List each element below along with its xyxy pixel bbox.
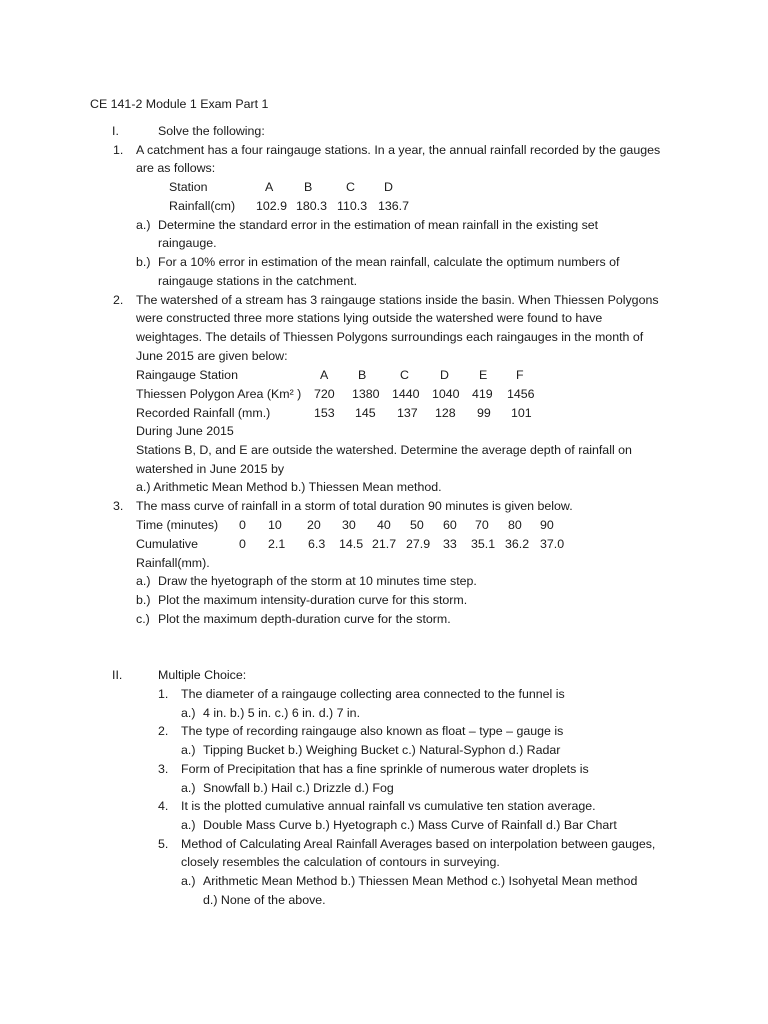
section-numeral-1: I. bbox=[112, 124, 119, 138]
q1-station-cell: C bbox=[346, 180, 355, 194]
q3-time-cell: 70 bbox=[475, 518, 489, 532]
q2-number: 2. bbox=[113, 293, 124, 307]
mc-choice-label: a.) bbox=[181, 743, 196, 757]
q3-time-label: Time (minutes) bbox=[136, 518, 219, 532]
q1-station-cell: A bbox=[265, 180, 274, 194]
q3-sub-text: Plot the maximum intensity-duration curve for this storm. bbox=[158, 593, 468, 607]
q2-area-cell: 1040 bbox=[432, 387, 460, 401]
q3-sub-text: Plot the maximum depth-duration curve for the storm. bbox=[158, 612, 451, 626]
q1-text-line: are as follows: bbox=[136, 161, 216, 175]
q1-text-line: A catchment has a four raingauge stations. In a year, the annual rainfall recorded by the gauges bbox=[136, 143, 661, 157]
q2-station-label: Raingauge Station bbox=[136, 368, 238, 382]
page-title: CE 141-2 Module 1 Exam Part 1 bbox=[90, 97, 269, 111]
q1-station-label: Station bbox=[169, 180, 208, 194]
q3-text-line: The mass curve of rainfall in a storm of total duration 90 minutes is given below. bbox=[136, 499, 573, 513]
q3-cum-cell: 36.2 bbox=[505, 537, 530, 551]
mc-choices: Double Mass Curve b.) Hyetograph c.) Mass Curve of Rainfall d.) Bar Chart bbox=[203, 818, 617, 832]
q2-station-cell: E bbox=[479, 368, 488, 382]
q2-text-line: June 2015 are given below: bbox=[136, 349, 288, 363]
q2-area-cell: 419 bbox=[472, 387, 493, 401]
q3-cum-cell: 0 bbox=[239, 537, 246, 551]
q3-time-cell: 10 bbox=[268, 518, 282, 532]
q2-rain-label-cont: During June 2015 bbox=[136, 424, 234, 438]
mc-choices-cont: d.) None of the above. bbox=[203, 893, 326, 907]
q3-time-cell: 20 bbox=[307, 518, 321, 532]
q2-area-label: Thiessen Polygon Area (Km² ) bbox=[136, 387, 302, 401]
q2-rain-cell: 101 bbox=[511, 406, 532, 420]
q2-rain-cell: 153 bbox=[314, 406, 335, 420]
mc-choice-label: a.) bbox=[181, 874, 196, 888]
q3-cum-cell: 21.7 bbox=[372, 537, 397, 551]
q3-cum-cell: 14.5 bbox=[339, 537, 364, 551]
mc-question: The diameter of a raingauge collecting area connected to the funnel is bbox=[181, 687, 565, 701]
mc-question: Method of Calculating Areal Rainfall Averages based on interpolation between gauges, bbox=[181, 837, 656, 851]
q2-station-cell: C bbox=[400, 368, 409, 382]
q3-cum-cell: 6.3 bbox=[308, 537, 326, 551]
mc-number: 4. bbox=[158, 799, 169, 813]
q3-cum-cell: 2.1 bbox=[268, 537, 286, 551]
q2-text-line: The watershed of a stream has 3 raingauge stations inside the basin. When Thiessen Polygons bbox=[136, 293, 659, 307]
q1-sub-text: Determine the standard error in the estimation of mean rainfall in the existing set bbox=[158, 218, 599, 232]
mc-number: 2. bbox=[158, 724, 169, 738]
mc-question: The type of recording raingauge also known as float – type – gauge is bbox=[181, 724, 564, 738]
q2-note-line: watershed in June 2015 by bbox=[136, 462, 285, 476]
q1-rainfall-label: Rainfall(cm) bbox=[169, 199, 236, 213]
q1-station-cell: B bbox=[304, 180, 313, 194]
q2-area-cell: 1440 bbox=[392, 387, 420, 401]
q1-sub-text: raingauge. bbox=[158, 236, 217, 250]
mc-number: 3. bbox=[158, 762, 169, 776]
q3-time-cell: 0 bbox=[239, 518, 246, 532]
q3-sub-label: a.) bbox=[136, 574, 151, 588]
q3-cum-cell: 37.0 bbox=[540, 537, 565, 551]
q1-rainfall-cell: 136.7 bbox=[378, 199, 410, 213]
q3-cum-label-cont: Rainfall(mm). bbox=[136, 556, 210, 570]
q1-number: 1. bbox=[113, 143, 124, 157]
q3-cum-label: Cumulative bbox=[136, 537, 198, 551]
mc-choice-label: a.) bbox=[181, 781, 196, 795]
mc-choices: Snowfall b.) Hail c.) Drizzle d.) Fog bbox=[203, 781, 394, 795]
q3-sub-text: Draw the hyetograph of the storm at 10 minutes time step. bbox=[158, 574, 477, 588]
q1-sub-label: a.) bbox=[136, 218, 151, 232]
mc-choice-label: a.) bbox=[181, 818, 196, 832]
mc-question: Form of Precipitation that has a fine sprinkle of numerous water droplets is bbox=[181, 762, 589, 776]
q1-sub-text: For a 10% error in estimation of the mean rainfall, calculate the optimum numbers of bbox=[158, 255, 620, 269]
q2-rain-cell: 137 bbox=[397, 406, 418, 420]
q3-cum-cell: 33 bbox=[443, 537, 457, 551]
mc-choice-label: a.) bbox=[181, 706, 196, 720]
q3-sub-label: b.) bbox=[136, 593, 151, 607]
q1-rainfall-cell: 110.3 bbox=[337, 199, 368, 213]
section-heading-1: Solve the following: bbox=[158, 124, 265, 138]
q1-rainfall-cell: 180.3 bbox=[296, 199, 328, 213]
q1-rainfall-cell: 102.9 bbox=[256, 199, 288, 213]
q1-station-cell: D bbox=[384, 180, 393, 194]
q2-rain-cell: 99 bbox=[477, 406, 491, 420]
q2-station-cell: F bbox=[516, 368, 524, 382]
q2-station-cell: B bbox=[358, 368, 367, 382]
mc-choices: 4 in. b.) 5 in. c.) 6 in. d.) 7 in. bbox=[203, 706, 361, 720]
q2-text-line: weightages. The details of Thiessen Polygons surroundings each raingauges in the month of bbox=[136, 330, 644, 344]
q3-time-cell: 40 bbox=[377, 518, 391, 532]
q3-time-cell: 50 bbox=[410, 518, 424, 532]
q1-sub-label: b.) bbox=[136, 255, 151, 269]
q2-rain-cell: 128 bbox=[435, 406, 456, 420]
mc-question: It is the plotted cumulative annual rainfall vs cumulative ten station average. bbox=[181, 799, 596, 813]
mc-choices: Arithmetic Mean Method b.) Thiessen Mean Method c.) Isohyetal Mean method bbox=[203, 874, 638, 888]
mc-choices: Tipping Bucket b.) Weighing Bucket c.) Natural-Syphon d.) Radar bbox=[203, 743, 561, 757]
q3-time-cell: 90 bbox=[540, 518, 554, 532]
q1-sub-text: raingauge stations in the catchment. bbox=[158, 274, 358, 288]
q2-methods: a.) Arithmetic Mean Method b.) Thiessen Mean method. bbox=[136, 480, 442, 494]
q2-area-cell: 1456 bbox=[507, 387, 535, 401]
q2-area-cell: 720 bbox=[314, 387, 335, 401]
q2-note-line: Stations B, D, and E are outside the watershed. Determine the average depth of rainfall on bbox=[136, 443, 632, 457]
q3-cum-cell: 27.9 bbox=[406, 537, 431, 551]
q3-time-cell: 80 bbox=[508, 518, 522, 532]
q3-time-cell: 30 bbox=[342, 518, 356, 532]
section-heading-2: Multiple Choice: bbox=[158, 668, 247, 682]
mc-number: 1. bbox=[158, 687, 169, 701]
q3-number: 3. bbox=[113, 499, 124, 513]
section-numeral-2: II. bbox=[112, 668, 123, 682]
q3-time-cell: 60 bbox=[443, 518, 457, 532]
q3-sub-label: c.) bbox=[136, 612, 150, 626]
q2-text-line: were constructed three more stations lying outside the watershed were found to have bbox=[136, 311, 603, 325]
mc-question-cont: closely resembles the calculation of contours in surveying. bbox=[181, 855, 500, 869]
q2-station-cell: A bbox=[320, 368, 329, 382]
q2-rain-cell: 145 bbox=[355, 406, 376, 420]
mc-number: 5. bbox=[158, 837, 169, 851]
q2-station-cell: D bbox=[440, 368, 449, 382]
q2-area-cell: 1380 bbox=[352, 387, 380, 401]
q3-cum-cell: 35.1 bbox=[471, 537, 496, 551]
q2-rain-label: Recorded Rainfall (mm.) bbox=[136, 406, 271, 420]
